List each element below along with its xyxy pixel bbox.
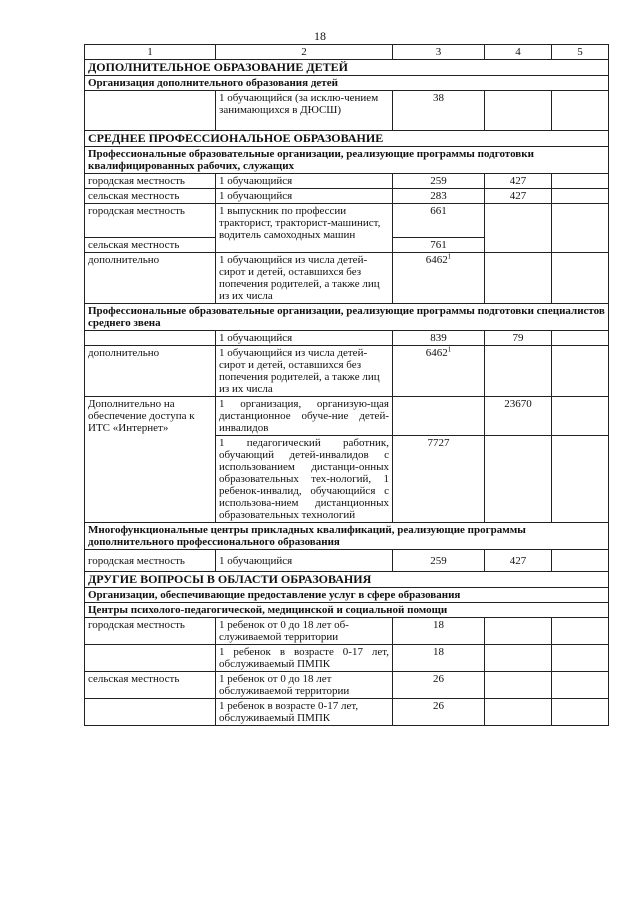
unit-cell: 1 обучающийся [216, 550, 393, 572]
col3-cell: 26 [393, 672, 485, 699]
norms-table [84, 44, 609, 726]
unit-cell: 1 ребенок в возрасте 0-17 лет, обслуживаемый ПМПК [216, 645, 393, 672]
col5-cell [552, 397, 609, 436]
col3-cell: 26 [393, 699, 485, 726]
col5-cell [552, 253, 609, 304]
col4-cell [485, 436, 552, 523]
table-row [85, 91, 609, 131]
col5-cell [552, 346, 609, 397]
unit-cell: 1 ребенок от 0 до 18 лет об-служиваемой территории [216, 618, 393, 645]
area-cell: сельская местность [85, 189, 216, 204]
area-cell: городская местность [85, 618, 216, 645]
col3-cell: 259 [393, 550, 485, 572]
subsection-title: Центры психолого-педагогической, медицинской и социальной помощи [85, 603, 609, 618]
area-cell [85, 91, 216, 131]
col5-cell [552, 91, 609, 131]
col4-cell [485, 204, 552, 253]
col5-cell [552, 189, 609, 204]
col4-cell [485, 91, 552, 131]
col3-cell [393, 346, 485, 397]
subsection-row [85, 304, 609, 331]
table-row [85, 645, 609, 672]
col3-cell [393, 253, 485, 304]
subsection-row [85, 603, 609, 618]
column-number-4: 4 [485, 45, 552, 60]
value-text: 6462 [425, 347, 448, 359]
section-title-spo: СРЕДНЕЕ ПРОФЕССИОНАЛЬНОЕ ОБРАЗОВАНИЕ [85, 131, 609, 147]
page-number: 18 [314, 29, 326, 43]
subsection-row [85, 523, 609, 550]
unit-cell: 1 ребенок от 0 до 18 лет обслуживаемой территории [216, 672, 393, 699]
section-row [85, 60, 609, 76]
col4-cell: 427 [485, 189, 552, 204]
col3-cell [393, 397, 485, 436]
col3-cell: 18 [393, 645, 485, 672]
unit-cell: 1 организация, организую-щая дистанционное обуче-ние детей-инвалидов [216, 397, 393, 436]
area-cell [85, 699, 216, 726]
col3-cell: 761 [393, 238, 485, 253]
column-number-3: 3 [393, 45, 485, 60]
table-row [85, 346, 609, 397]
col5-cell [552, 204, 609, 253]
table-row [85, 618, 609, 645]
col5-cell [552, 436, 609, 523]
unit-cell: 1 обучающийся [216, 331, 393, 346]
subsection-title: Профессиональные образовательные организации, реализующие программы подготовки специалистов среднего звена [85, 304, 609, 331]
col5-cell [552, 550, 609, 572]
subsection-title: Организации, обеспечивающие предоставление услуг в сфере образования [85, 588, 609, 603]
area-cell: городская местность [85, 204, 216, 238]
column-number-2: 2 [216, 45, 393, 60]
col3-cell: 839 [393, 331, 485, 346]
col5-cell [552, 672, 609, 699]
col5-cell [552, 618, 609, 645]
area-cell: дополнительно [85, 253, 216, 304]
subsection-row [85, 147, 609, 174]
value-text: 6462 [425, 254, 448, 266]
subsection-title: Организация дополнительного образования детей [85, 76, 609, 91]
col4-cell [485, 699, 552, 726]
area-cell: городская местность [85, 174, 216, 189]
table-row [85, 174, 609, 189]
section-row [85, 131, 609, 147]
col4-cell [485, 346, 552, 397]
unit-cell: 1 обучающийся (за исклю-чением занимающихся в ДЮСШ) [216, 91, 393, 131]
col3-cell: 283 [393, 189, 485, 204]
unit-cell: 1 обучающийся [216, 189, 393, 204]
unit-cell: 1 обучающийся из числа детей-сирот и детей, оставшихся без попечения родителей, а также лиц из их числа [216, 346, 393, 397]
column-number-5: 5 [552, 45, 609, 60]
table-row [85, 253, 609, 304]
col4-cell: 427 [485, 174, 552, 189]
col4-cell [485, 672, 552, 699]
unit-cell: 1 педагогический работник, обучающий детей-инвалидов с использованием дистанци-онных образовательных тех-нологий, 1 ребенок-инвалид, обучающийся с использова-нием дистанционных образовательных технологий [216, 436, 393, 523]
table-row [85, 699, 609, 726]
col4-cell [485, 618, 552, 645]
table-row [85, 397, 609, 436]
area-cell: Дополнительно на обеспечение доступа к ИТС «Интернет» [85, 397, 216, 523]
col5-cell [552, 331, 609, 346]
col3-cell: 7727 [393, 436, 485, 523]
footnote-mark: 1 [447, 345, 452, 354]
col5-cell [552, 174, 609, 189]
table-row [85, 550, 609, 572]
table-row [85, 204, 609, 238]
unit-cell: 1 обучающийся [216, 174, 393, 189]
section-title-other: ДРУГИЕ ВОПРОСЫ В ОБЛАСТИ ОБРАЗОВАНИЯ [85, 572, 609, 588]
col4-cell: 23670 [485, 397, 552, 436]
section-row [85, 572, 609, 588]
area-cell: дополнительно [85, 346, 216, 397]
subsection-title: Профессиональные образовательные организации, реализующие программы подготовки квалифицированных рабочих, служащих [85, 147, 609, 174]
area-cell [85, 645, 216, 672]
col3-cell: 259 [393, 174, 485, 189]
col3-cell: 38 [393, 91, 485, 131]
table-row [85, 672, 609, 699]
column-number-1: 1 [85, 45, 216, 60]
subsection-row [85, 76, 609, 91]
unit-cell: 1 обучающийся из числа детей-сирот и детей, оставшихся без попечения родителей, а также лиц из их числа [216, 253, 393, 304]
subsection-title: Многофункциональные центры прикладных квалификаций, реализующие программы дополнительного профессионального образования [85, 523, 609, 550]
subsection-row [85, 588, 609, 603]
col3-cell: 661 [393, 204, 485, 238]
col4-cell: 427 [485, 550, 552, 572]
col3-cell: 18 [393, 618, 485, 645]
footnote-mark: 1 [447, 252, 452, 261]
col5-cell [552, 699, 609, 726]
column-number-row [85, 45, 609, 60]
section-title-dod: ДОПОЛНИТЕЛЬНОЕ ОБРАЗОВАНИЕ ДЕТЕЙ [85, 60, 609, 76]
col4-cell: 79 [485, 331, 552, 346]
area-cell: сельская местность [85, 672, 216, 699]
unit-cell: 1 выпускник по профессии тракторист, тракторист-машинист, водитель самоходных машин [216, 204, 393, 253]
table-row [85, 189, 609, 204]
col5-cell [552, 645, 609, 672]
col4-cell [485, 253, 552, 304]
area-cell: городская местность [85, 550, 216, 572]
table-row [85, 331, 609, 346]
col4-cell [485, 645, 552, 672]
unit-cell: 1 ребенок в возрасте 0-17 лет, обслуживаемый ПМПК [216, 699, 393, 726]
area-cell [85, 331, 216, 346]
area-cell: сельская местность [85, 238, 216, 253]
